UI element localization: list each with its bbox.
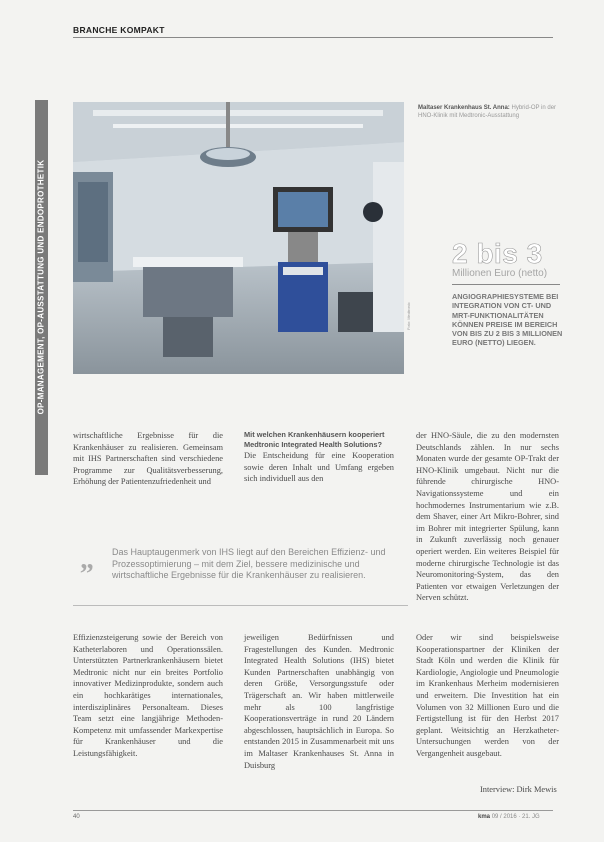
interview-answer: Die Entscheidung für eine Kooperation sowie deren Inhalt und Umfang ergeben sich individuell aus den [244,451,394,484]
publication-name: kma [478,814,491,820]
column-2-bottom: jeweiligen Bedürfnissen und Fragestellungen des Kunden. Medtronic Integrated Health Solutions (IHS) bietet Kunden Partnerschaften unabhängig von deren Größe, Versorgungsstufe oder Trägerschaft an. Wir haben mittlerweile mehr als 100 langfristige Kooperationsverträge in rund 20 Ländern abgeschlossen, hauptsächlich in Europa. So entstanden 2015 in Zusammenarbeit mit uns im Maltaser Krankenhauses St. Anna in Duisburg [244,633,394,770]
pull-quote-rule [73,605,408,606]
page-number: 40 [73,814,80,820]
operating-room-illustration [73,102,404,374]
section-header: BRANCHE KOMPAKT [73,25,165,35]
photo-caption [418,104,558,120]
caption-title: Maltaser Krankenhaus St. Anna: [418,105,510,111]
quote-mark-icon: „ [80,544,94,575]
header-rule [73,37,553,38]
column-1-bottom: Effizienzsteigerung sowie der Bereich von Katheterlaboren und Operationssälen. Unterstützten Partnerkrankenhäusern bietet Medtronic nicht nur ein breites Portfolio innovativer Medizinprodukte, sondern auch ein hochkarätiges internationales, interdisziplinäres Personalteam. Dieses Team setzt eine langjährige Methoden-Kompetenz mit umfassender Markexpertise für Krankenhäuser und die Leistungsfähigkeit. [73,633,223,758]
column-2-top [244,430,394,485]
publication-info [478,814,540,820]
factbox-rule [452,284,560,285]
publication-issue: 09 / 2016 · 21. JG [491,814,540,820]
caption-text: Hybrid-OP in der HNO-Klinik mit Medtronic-Ausstattung [418,105,557,119]
column-3-bottom: Oder wir sind beispielsweise Kooperationspartner der Kliniken der Stadt Köln und werden die Klinik für Kardiologie, Angiologie und Pneumologie im Krankenhaus Merheim modernisieren und erweitern. Die Investition hat ein Volumen von 32 Millionen Euro und die Fertigstellung ist für den Herbst 2017 geplant. Weitsichtig an Herzkatheter-Untersuchungen werden von der Vergangenheit ausgebaut. [416,633,559,758]
factbox-number: 2 bis 3 [452,238,543,269]
column-1-top: wirtschaftliche Ergebnisse für die Krankenhäuser zu realisieren. Gemeinsam mit IHS Partnerschaften sind verschiedene Programme zur Qualitätsverbesserung, Erhöhung der Patientenzufriedenheit und [73,431,223,487]
column-3-top: der HNO-Säule, die zu den modernsten Deutschlands zählen. In nur sechs Monaten wurde der gesamte OP-Trakt der HNO-Klinik umgebaut. Nicht nur die führende chirurgische HNO-Navigationssysteme und ein hochmodernes Instrumentarium wie z.B. dem Shaver, einer Art Mikro-Bohrer, sind im Bohrer mit integrierter Spülung, kann in Zukunft zuverlässig noch genauer operiert werden. Ein weiteres Beispiel für moderne chirurgische Technologie ist das Neuromonitoring-System, das den Patienten vor etwaigen Verletzungen der Nerven schützt. [416,431,559,603]
footer-rule [73,810,553,811]
interview-question: Mit welchen Krankenhäusern kooperiert Medtronic Integrated Health Solutions? [244,430,385,449]
factbox-unit: Millionen Euro (netto) [452,268,548,279]
operating-room-photo [73,102,404,374]
pull-quote: Das Hauptaugenmerk von IHS liegt auf den Bereichen Effizienz- und Prozessoptimierung – mit dem Ziel, bessere medizinische und wirtschaftliche Ergebnisse für die Krankenhäuser zu realisieren. [112,547,386,580]
factbox-text: ANGIOGRAPHIESYSTEME BEI INTEGRATION VON CT- UND MRT-FUNKTIONALITÄTEN KÖNNEN PREISE IM BEREICH VON BIS ZU 2 BIS 3 MILLIONEN EURO (NETTO) LIEGEN. [452,292,563,348]
interview-credit: Interview: Dirk Mewis [480,785,557,794]
photo-credit: Foto: Medtronic [406,302,411,330]
side-tab-label: OP-MANAGEMENT, OP-AUSSTATTUNG UND ENDOPROTHETIK [36,159,46,415]
